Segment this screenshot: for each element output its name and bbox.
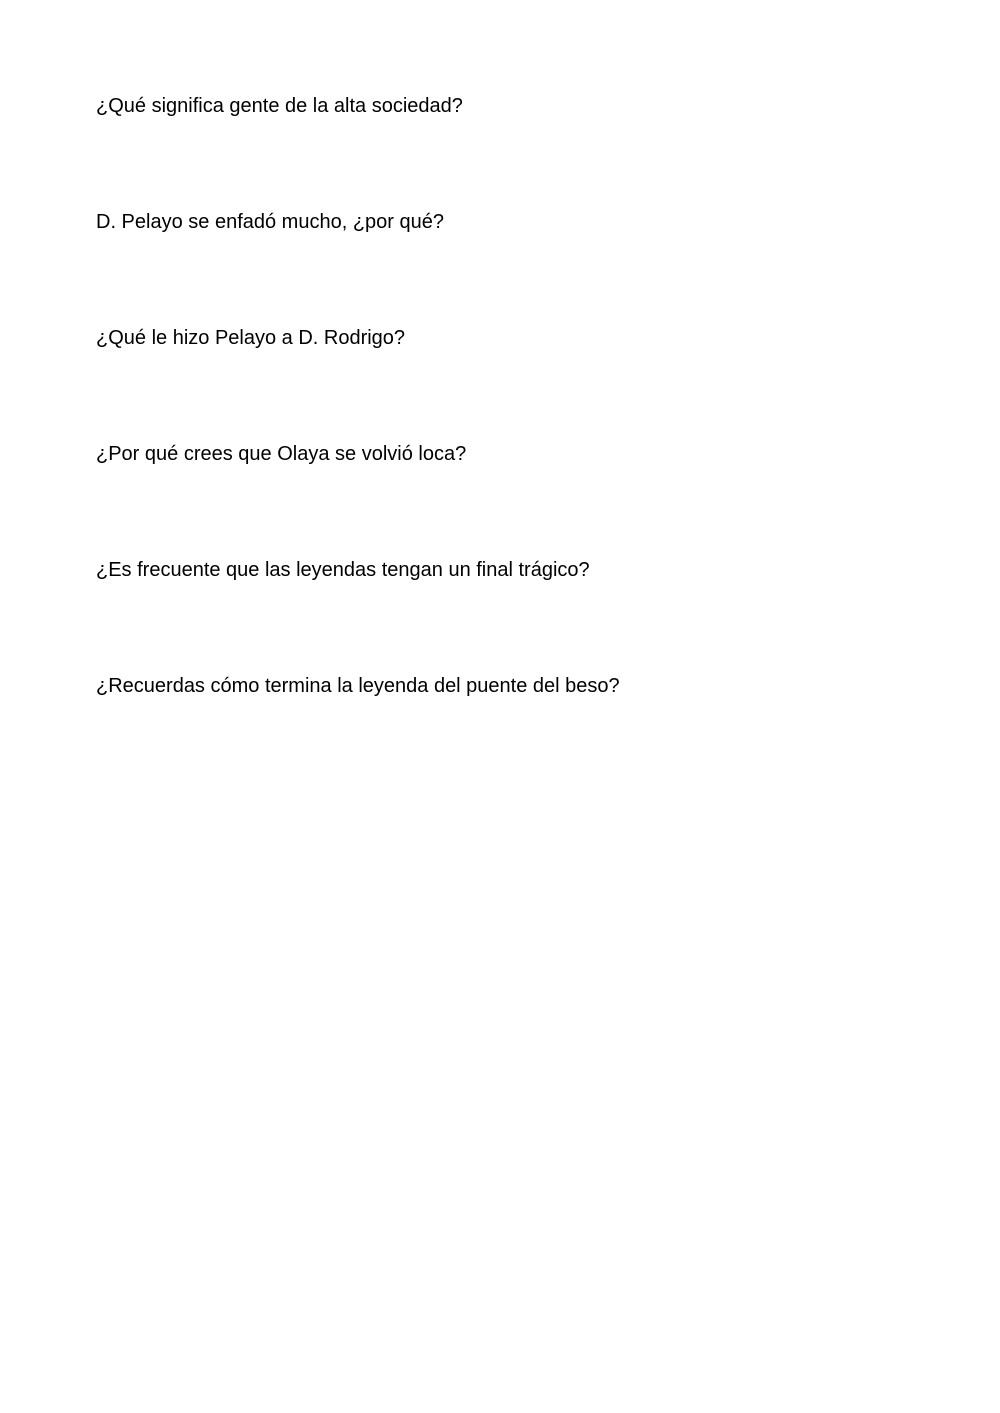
question-2: D. Pelayo se enfadó mucho, ¿por qué?	[96, 211, 444, 233]
question-3: ¿Qué le hizo Pelayo a D. Rodrigo?	[96, 327, 406, 349]
question-1: ¿Qué significa gente de la alta sociedad?	[96, 95, 463, 117]
question-5: ¿Es frecuente que las leyendas tengan un final trágico?	[96, 559, 590, 581]
question-4: ¿Por qué crees que Olaya se volvió loca?	[96, 443, 467, 465]
question-6: ¿Recuerdas cómo termina la leyenda del puente del beso?	[96, 675, 620, 697]
